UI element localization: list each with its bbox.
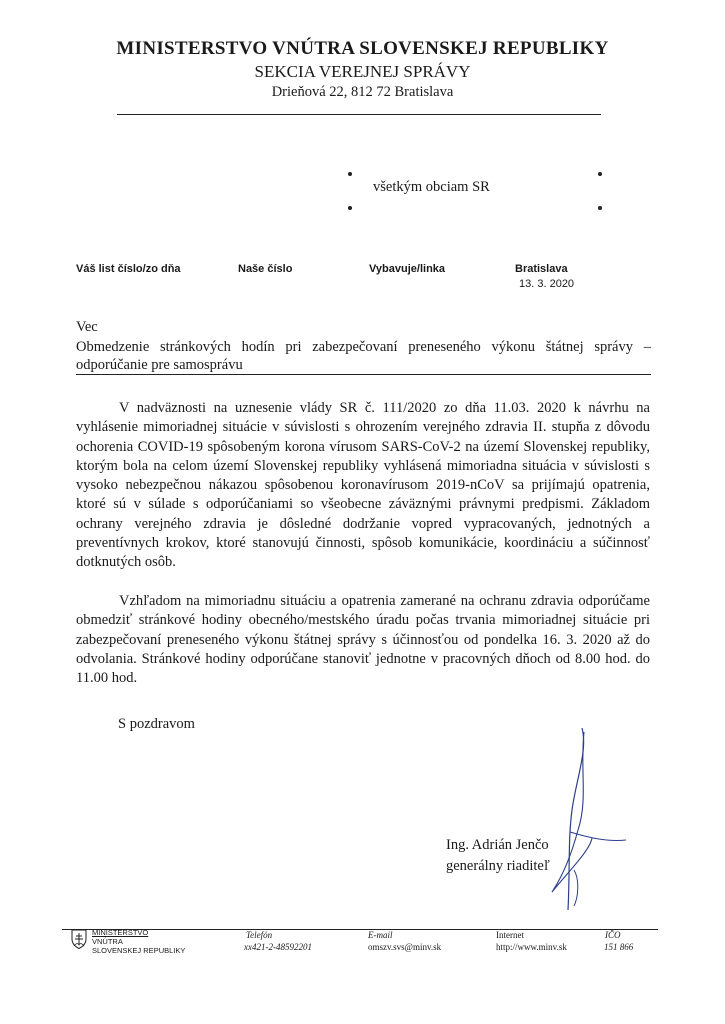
signer-name: Ing. Adrián Jenčo: [446, 837, 549, 853]
your-letter-label: Váš list číslo/zo dňa: [76, 263, 181, 275]
footer-ministry-name: [92, 928, 185, 955]
ministry-title: MINISTERSTVO VNÚTRA SLOVENSKEJ REPUBLIKY: [116, 38, 609, 59]
subject-text: Obmedzenie stránkových hodín pri zabezpečovaní preneseného výkonu štátnej správy – odporúčanie pre samosprávu: [76, 339, 651, 373]
footer-ministry-line-2: VNÚTRA: [92, 937, 123, 946]
section-title: SEKCIA VEREJNEJ SPRÁVY: [254, 62, 471, 81]
footer-ico-value: 151 866: [604, 942, 634, 952]
handled-by-label: Vybavuje/linka: [369, 263, 446, 275]
signer-title: generálny riaditeľ: [446, 858, 550, 874]
coat-of-arms-icon: [70, 928, 88, 950]
ministry-address: Drieňová 22, 812 72 Bratislava: [271, 84, 454, 100]
footer-internet-label: Internet: [496, 930, 524, 940]
subject-divider: [76, 374, 651, 375]
body-paragraph-2: Vzhľadom na mimoriadnu situáciu a opatrenia zamerané na ochranu zdravia odporúčame obmedziť stránkové hodiny obecného/mestského úradu počas trvania mimoriadnej situácie pri zabezpečovaní preneseného výkonu štátnej správy s účinnosťou od pondelka 16. 3. 2020 až do odvolania. Stránkové hodiny odporúčane stanoviť jednotne v pracovných dňoch od 8.00 hod. do 11.00 hod.: [76, 593, 650, 687]
recipient-mark-top-left: [348, 172, 352, 176]
footer-ministry-line-3: SLOVENSKEJ REPUBLIKY: [92, 946, 186, 955]
recipient-mark-bottom-right: [598, 206, 602, 210]
greeting: S pozdravom: [118, 716, 195, 732]
footer-phone-label: Telefón: [246, 930, 273, 940]
body-paragraph-1: V nadväznosti na uznesenie vlády SR č. 111/2020 zo dňa 11.03. 2020 k návrhu na vyhlásenie mimoriadnej situácie v súvislosti s ohrozením verejného zdravia II. stupňa z dôvodu ochorenia COVID-19 spôsobeným korona vírusom SARS-CoV-2 na území Slovenskej republiky, ktorým bola na celom území Slovenskej republiky vyhlásená mimoriadna situácia v súvislosti s vysoko nebezpečnou nákazou spôsobenou koronavírusom 2019-nCoV sa prijímajú opatrenia, ktoré sú v súlade s odporúčaniami so všeobecne záväznými právnymi predpismi. Základom ochrany verejného zdravia je dôsledné dodržanie vopred vypracovaných, jednotných a preventívnych krokov, ktoré stanovujú činnosti, spôsob komunikácie, koordináciu a súčinnosť dotknutých osôb.: [76, 400, 650, 571]
recipient-mark-top-right: [598, 172, 602, 176]
subject-label: Vec: [76, 319, 98, 335]
letter-date: 13. 3. 2020: [519, 278, 575, 290]
footer-email-label: E-mail: [368, 930, 393, 940]
footer-ico-label: IČO: [605, 930, 621, 940]
city-label: Bratislava: [515, 263, 568, 275]
handwritten-signature: [530, 720, 640, 920]
our-number-label: Naše číslo: [238, 263, 293, 275]
recipient-mark-bottom-left: [348, 206, 352, 210]
footer-email-value[interactable]: omszv.svs@minv.sk: [368, 942, 442, 952]
footer-ministry-line-1: MINISTERSTVO: [92, 928, 149, 937]
recipient: všetkým obciam SR: [373, 179, 490, 195]
header-divider: [117, 114, 601, 115]
footer-phone-value: xx421-2-48592201: [244, 942, 312, 952]
footer-internet-value[interactable]: http://www.minv.sk: [496, 942, 567, 952]
